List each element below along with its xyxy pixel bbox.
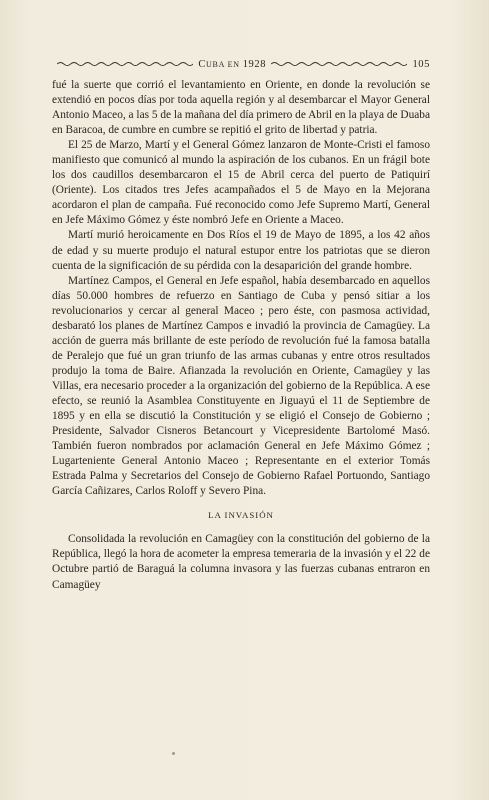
left-ornamental-rule [57, 61, 193, 67]
paragraph-continuation: fué la suerte que corrió el levantamiento en Oriente, en donde la revolución se extendió en pocos días por toda aquella región y al desembarcar el Mayor General Antonio Maceo, a las 5 de la mañana del día primero de Abril en la playa de Duaba en Baracoa, de cumbre en cumbre se repitió el grito de libertad y patria. [52, 79, 430, 137]
paper-speck [172, 752, 175, 755]
paragraph-invasion: Consolidada la revolución en Camagüey con la constitución del gobierno de la República, llegó la hora de acometer la empresa temeraria de la invasión y el 22 de Octubre partió de Baraguá la columna invasora y las fuerzas cubanas entraron en Camagüey [52, 533, 430, 591]
section-heading-la-invasion: LA INVASIÓN [208, 510, 274, 521]
running-head [52, 56, 430, 72]
paragraph-martinez-campos: Martínez Campos, el General en Jefe español, había desembarcado en aquellos días 50.000 hombres de refuerzo en Santiago de Cuba y pensó sitiar a los revolucionarios y cercar al general Maceo ; pero éste, con pasmosa actividad, desbarató los planes de Martínez Campos e invadió la provincia de Camagüey. La acción de guerra más brillante de este período de revolución fué la famosa batalla de Peralejo que fué un gran triunfo de las armas cubanas y entre otros resultados produjo la toma de Baire. Afianzada la revolución en Oriente, Camagüey y las Villas, era necesario proceder a la organización del gobierno de la República. A ese efecto, se reunió la Asamblea Constituyente en Jiguayú el 11 de Septiembre de 1895 y en ella se discutió la Constitución y se eligió el Consejo de Gobierno ; Presidente, Salvador Cisneros Betancourt y Vicepresidente Bartolomé Masó. También fueron nombrados por aclamación General en Jefe Máximo Gómez ; Lugarteniente General Antonio Maceo ; Representante en el exterior Tomás Estrada Palma y Secretarios del Consejo de Gobierno Rafael Portuondo, Santiago García Cañizares, Carlos Roloff y Severo Pina. [52, 274, 430, 498]
running-head-title: CUBA EN 1928 [198, 58, 267, 70]
paragraph-marti-death: Martí murió heroicamente en Dos Ríos el 19 de Mayo de 1895, a los 42 años de edad y su muerte produjo el natural estupor entre los patriotas que se dieron cuenta de la significación de su pérdida con la desaparición del grande hombre. [52, 229, 430, 272]
paragraph-manifesto: El 25 de Marzo, Martí y el General Gómez lanzaron de Monte-Cristi el famoso manifiesto que comunicó al mundo la aspiración de los cubanos. En un frágil bote los dos caudillos desembarcaron el 15 de Abril cerca del puerto de Patiquirí (Oriente). Los citados tres Jefes acampañados el 5 de Mayo en la Mejorana acordaron el plan de campaña. Fué reconocido como Jefe Supremo Martí, General en Jefe Máximo Gómez y éste nombró Jefe en Oriente a Maceo. [52, 139, 430, 227]
body-text [52, 78, 430, 593]
right-ornamental-rule [271, 61, 407, 67]
page-number: 105 [412, 58, 430, 70]
